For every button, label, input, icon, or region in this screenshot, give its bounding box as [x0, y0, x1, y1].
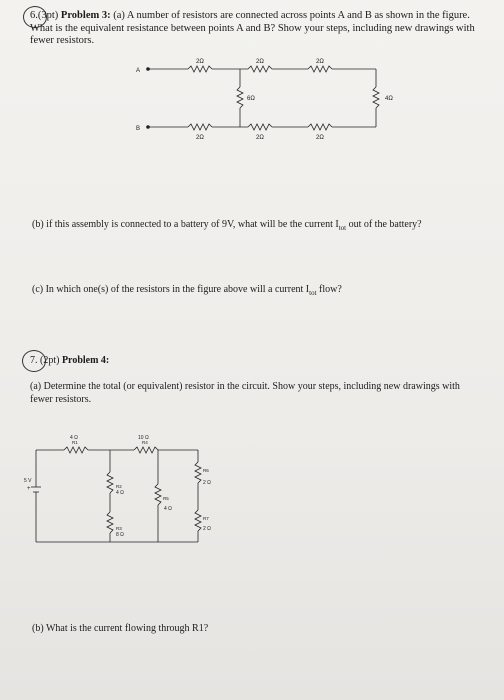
right-resistor-label: 4Ω	[385, 96, 393, 102]
r7-value-label: 2 Ω	[203, 526, 211, 532]
battery-plus: +	[27, 486, 31, 492]
middle-resistor-label: 6Ω	[247, 96, 255, 102]
r4-name-label: R4	[142, 440, 148, 445]
problem3-part-c	[32, 284, 472, 300]
r6-value-label: 2 Ω	[203, 480, 211, 486]
r2-value-label: 4 Ω	[116, 490, 124, 496]
r4-value-label: 10 Ω	[138, 435, 149, 441]
circuit-diagram-2	[20, 432, 230, 552]
problem3-part-b	[32, 219, 472, 235]
bottom-resistor-2-label: 2Ω	[256, 135, 264, 141]
problem4-points: (2pt)	[40, 355, 60, 366]
bottom-resistor-1-label: 2Ω	[196, 135, 204, 141]
part-c-text-end: flow?	[316, 284, 342, 295]
r3-value-label: 8 Ω	[116, 532, 124, 538]
part-b-text: (b) if this assembly is connected to a battery of 9V, what will be the current I	[32, 219, 339, 230]
part-b-subscript: tot	[338, 224, 347, 232]
problem3-title: Problem 3:	[60, 10, 111, 21]
circuit-diagram-1	[130, 55, 430, 155]
r1-value-label: 4 Ω	[70, 435, 78, 441]
r7-name-label: R7	[203, 516, 209, 521]
r5-value-label: 4 Ω	[164, 506, 172, 512]
top-resistor-3-label: 2Ω	[316, 59, 324, 65]
part-c-text: (c) In which one(s) of the resistors in the figure above will a current I	[32, 284, 310, 295]
top-resistor-1-label: 2Ω	[196, 59, 204, 65]
part-b-text-end: out of the battery?	[346, 219, 422, 230]
battery-label: 5 V	[24, 478, 32, 484]
problem4-header	[30, 355, 109, 368]
problem3-part-a: (a) A number of resistors are connected across points A and B as shown in the figure. What is the equivalent resistance between points A and B? Show your steps, including new drawings with fewer resistors.	[30, 10, 475, 46]
r2-name-label: R2	[116, 484, 122, 489]
part-c-subscript: tot	[309, 289, 317, 297]
point-b-label: B	[136, 126, 141, 132]
point-a-label: A	[136, 68, 141, 74]
problem3-points: (3pt)	[37, 10, 59, 21]
problem4-part-a: (a) Determine the total (or equivalent) resistor in the circuit. Show your steps, including new drawings with fewer resistors.	[30, 381, 460, 405]
bottom-resistor-3-label: 2Ω	[316, 135, 324, 141]
r6-name-label: R6	[203, 468, 209, 473]
top-resistor-2-label: 2Ω	[256, 59, 264, 65]
r5-name-label: R5	[163, 496, 169, 501]
problem4-number: 7.	[30, 355, 38, 366]
problem4-part-b: (b) What is the current flowing through R1?	[32, 623, 209, 634]
r3-name-label: R3	[116, 526, 122, 531]
problem4-title: Problem 4:	[61, 355, 110, 366]
r1-name-label: R1	[72, 440, 78, 445]
problem3-number: 6.	[30, 10, 38, 21]
problem3-text	[30, 10, 490, 48]
